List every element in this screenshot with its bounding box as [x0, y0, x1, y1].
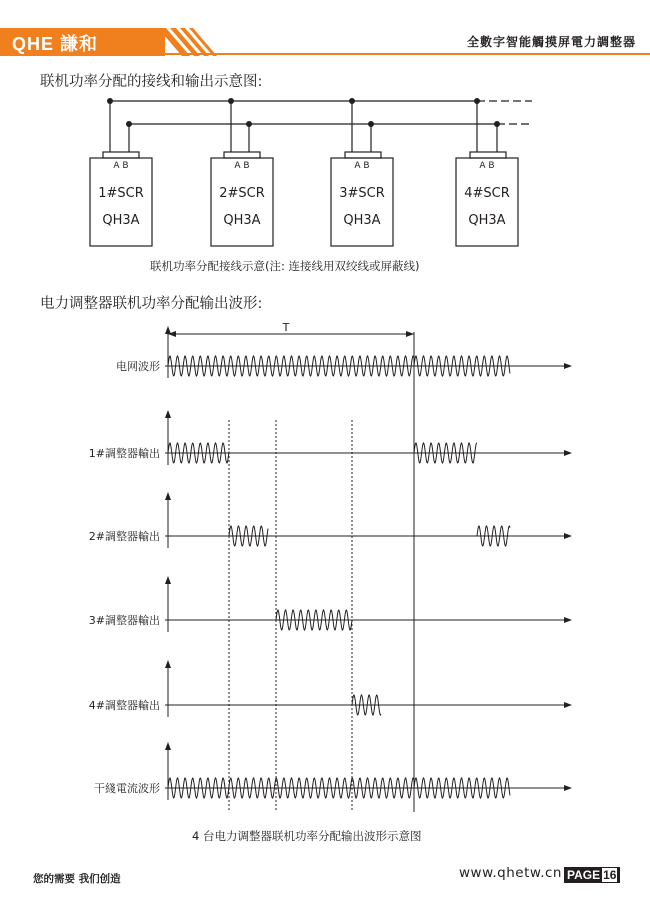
row-label: 1#調整器輸出 — [88, 447, 160, 460]
unit-2-id: 2#SCR — [219, 186, 265, 201]
unit-1-terminals: A B — [113, 161, 129, 171]
footer-url[interactable]: www.qhetw.cn — [459, 865, 562, 881]
unit-1-id: 1#SCR — [98, 186, 144, 201]
row-label: 2#調整器輸出 — [88, 530, 160, 543]
unit-3-id: 3#SCR — [339, 186, 385, 201]
brand-logo: QHE 謙和 — [12, 34, 99, 54]
waveform-heading: 电力调整器联机功率分配输出波形: — [40, 296, 263, 312]
axis-arrow-right — [564, 363, 572, 369]
unit-2-model: QH3A — [223, 213, 261, 228]
unit-4-terminals: A B — [479, 161, 495, 171]
period-label: T — [282, 321, 290, 334]
axis-arrow-right — [564, 617, 572, 623]
page-number-badge — [564, 867, 620, 883]
waveform-trace — [276, 610, 352, 630]
page-label: PAGE — [567, 868, 601, 882]
row-label: 电网波形 — [116, 360, 160, 373]
unit-4-model: QH3A — [468, 213, 506, 228]
axis-arrow-right — [564, 785, 572, 791]
wiring-caption: 联机功率分配接线示意(注: 连接线用双绞线或屏蔽线) — [150, 259, 420, 273]
page-number: 16 — [603, 868, 617, 882]
unit-1-model: QH3A — [102, 213, 140, 228]
waveform-caption: 4 台电力调整器联机功率分配输出波形示意图 — [192, 829, 422, 843]
unit-2-terminals: A B — [234, 161, 250, 171]
axis-arrow-up — [165, 660, 171, 668]
row-label: 3#調整器輸出 — [88, 614, 160, 627]
axis-arrow-up — [165, 492, 171, 500]
unit-3-model: QH3A — [343, 213, 381, 228]
axis-arrow-up — [165, 410, 171, 418]
axis-arrow-right — [564, 533, 572, 539]
footer-slogan: 您的需要 我们创造 — [33, 873, 121, 885]
axis-arrow-up — [165, 326, 171, 334]
unit-4-id: 4#SCR — [464, 186, 510, 201]
axis-arrow-up — [165, 742, 171, 750]
row-label: 4#調整器輸出 — [88, 699, 160, 712]
page-title: 全數字智能觸摸屏電力調整器 — [466, 35, 636, 49]
unit-3-terminals: A B — [354, 161, 370, 171]
axis-arrow-up — [165, 576, 171, 584]
axis-arrow-right — [564, 450, 572, 456]
wiring-heading: 联机功率分配的接线和输出示意图: — [40, 74, 263, 90]
axis-arrow-right — [564, 702, 572, 708]
row-label: 干綫電流波形 — [94, 782, 160, 795]
